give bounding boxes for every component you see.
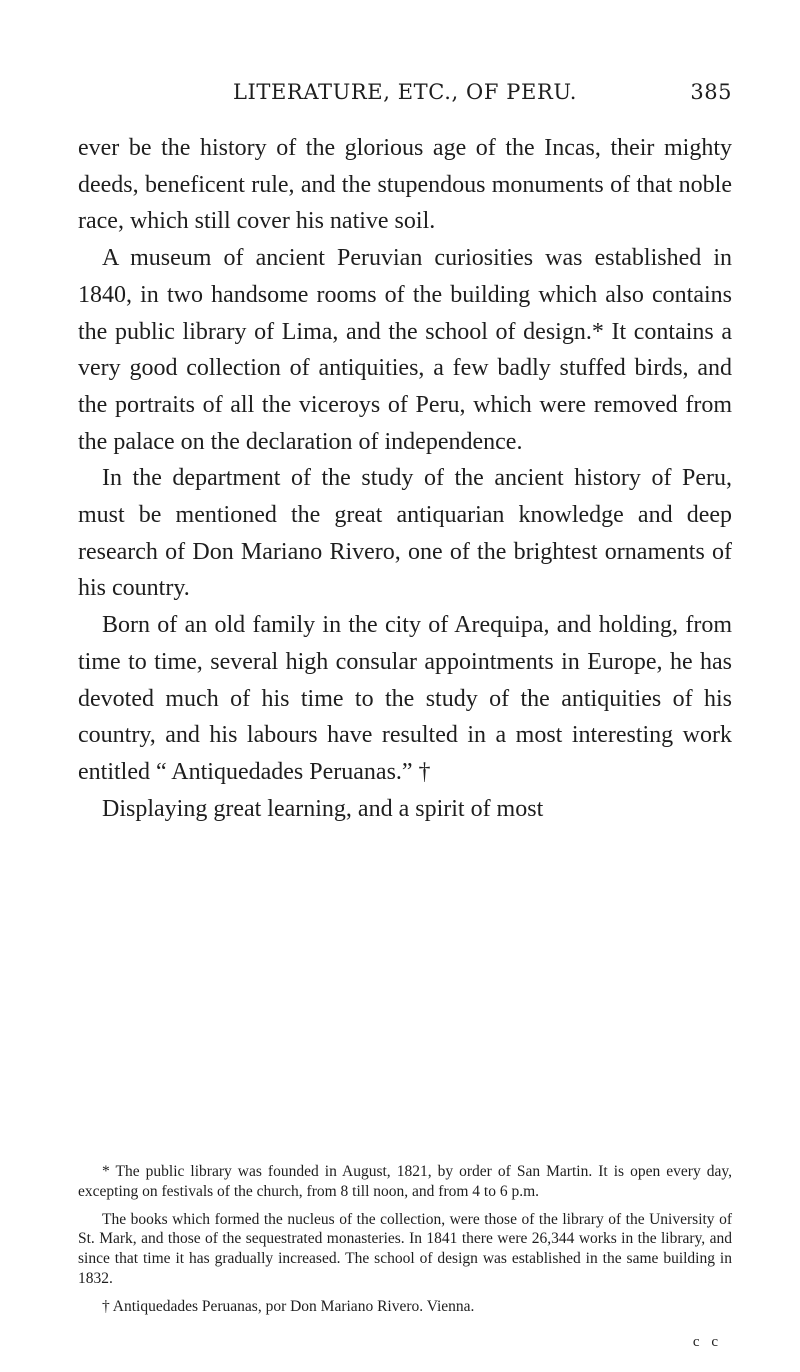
running-head [78, 80, 732, 110]
footnote-library: * The public library was founded in August, 1821, by order of San Martin. It is open every day, excepting on festivals of the church, from 8 till noon, and from 4 to 6 p.m. [78, 1163, 732, 1200]
running-title: LITERATURE, ETC., OF PERU. [232, 80, 578, 104]
paragraph-displaying: Displaying great learning, and a spirit of most [102, 795, 544, 822]
paragraph-continuation: ever be the history of the glorious age of the Incas, their mighty deeds, beneficent rule, and the stupendous monuments of that noble race, which still cover his native soil. [78, 135, 732, 235]
paragraph-ancient-history: In the department of the study of the ancient history of Peru, must be mentioned the great antiquarian knowledge and deep research of Don Mariano Rivero, one of the brightest ornaments of his country. [78, 465, 732, 602]
paragraph-museum: A museum of ancient Peruvian curiosities was established in 1840, in two handsome rooms of the building which also contains the public library of Lima, and the school of design.* It contains a very good collection of antiquities, a few badly stuffed birds, and the portraits of all the viceroys of Peru, which were removed from the palace on the declaration of independence. [78, 245, 732, 455]
footnote-antiquedades: † Antiquedades Peruanas, por Don Mariano Rivero. Vienna. [102, 1297, 475, 1315]
body-text [78, 130, 732, 827]
signature-mark: c c [692, 1334, 722, 1350]
footnote-collection: The books which formed the nucleus of the collection, were those of the library of the University of St. Mark, and those of the sequestrated monasteries. In 1841 there were 26,344 works in the library, and since that time it has gradually increased. The school of design was established in the same building in 1832. [78, 1210, 732, 1287]
page-number: 385 [690, 80, 732, 104]
footnotes [78, 1162, 732, 1317]
paragraph-rivero: Born of an old family in the city of Arequipa, and holding, from time to time, several high consular appointments in Europe, he has devoted much of his time to the study of the antiquities of his country, and his labours have resulted in a most interesting work entitled “ Antiquedades Peruanas.” † [78, 612, 732, 785]
